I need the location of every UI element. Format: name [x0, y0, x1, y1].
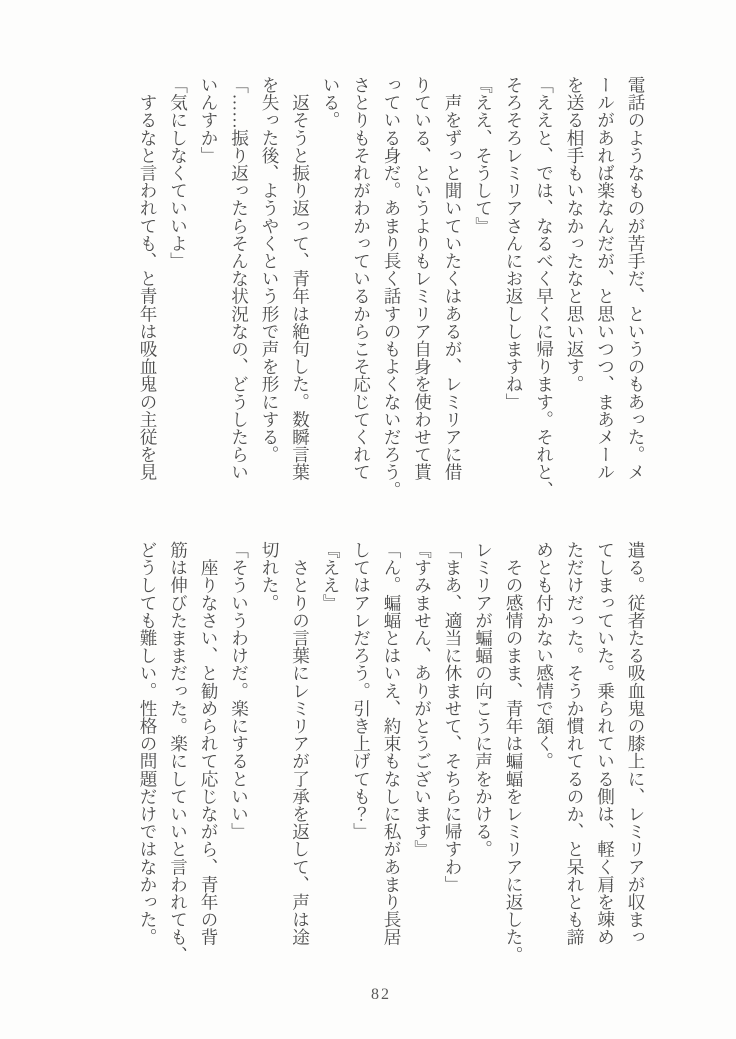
text-column: 「ん。蝙蝠とはいえ、約束もなしに私があまり長居: [382, 541, 402, 946]
text-block-lower: [131, 541, 651, 964]
text-column: ールがあれば楽なんだが、と思いつつ、まあメール: [595, 76, 616, 481]
text-column: 筋は伸びたままだった。楽にしていいと言われても、: [168, 541, 189, 964]
text-column: レミリアが蝙蝠の向こうに声をかける。: [473, 541, 494, 858]
text-column: そろそろレミリアさんにお返ししますね」: [504, 76, 524, 411]
text-column: ただけだった。そうか慣れてるのか、と呆れとも諦: [565, 541, 585, 946]
text-column: 『ええ、そうして』: [473, 76, 494, 235]
text-column: さとりの言葉にレミリアが了承を返して、声は途: [290, 541, 311, 946]
text-column: するなと言われても、と青年は吸血鬼の主従を見: [138, 76, 158, 481]
text-column: いんすか」: [199, 76, 219, 164]
text-column: 遣る。従者たる吸血鬼の膝上に、レミリアが収まっ: [626, 541, 646, 946]
text-column: を失った後、ようやくという形で声を形にする。: [260, 76, 280, 464]
text-column: 返そうと振り返って、青年は絶句した。数瞬言葉: [290, 76, 311, 481]
text-column: してはアレだろう。引き上げても？」: [351, 541, 372, 841]
text-column: どうしても難しい。性格の問題だけではなかった。: [138, 541, 158, 946]
text-column: 『すみません、ありがとうございます』: [412, 541, 433, 858]
text-column: 「そういうわけだ。楽にするといい」: [229, 541, 250, 841]
text-column: 声をずっと聞いていたくはあるが、レミリアに借: [443, 76, 463, 481]
text-block-upper: [131, 76, 651, 499]
page-number: 82: [371, 986, 391, 1003]
text-column: 座りなさい、と勧められて応じながら、青年の背: [199, 541, 219, 946]
text-column: を送る相手もいなかったなと思い返す。: [565, 76, 585, 393]
text-column: 「……振り返ったらそんな状況なの、どうしたらい: [229, 76, 250, 481]
text-column: 「まあ、適当に休ませて、そちらに帰すわ」: [443, 541, 463, 893]
text-column: いる。: [321, 76, 341, 129]
text-column: その感情のまま、青年は蝙蝠をレミリアに返した。: [504, 541, 524, 964]
text-column: さとりもそれがわかっているからこそ応じてくれて: [351, 76, 372, 481]
text-column: 切れた。: [260, 541, 280, 612]
text-column: っている身だ。あまり長く話すのもよくないだろう。: [382, 76, 402, 499]
text-column: りている、というよりもレミリア自身を使わせて貰: [412, 76, 433, 481]
text-column: めとも付かない感情で頷く。: [534, 541, 555, 770]
text-column: 「気にしなくていいよ」: [168, 76, 189, 270]
text-column: てしまっていた。乗られている側は、軽く肩を竦め: [595, 541, 616, 946]
text-column: 「ええと、では、なるべく早くに帰ります。それと、: [534, 76, 555, 499]
text-column: 『ええ』: [321, 541, 341, 612]
text-column: 電話のようなものが苦手だ、というのもあった。メ: [626, 76, 646, 481]
